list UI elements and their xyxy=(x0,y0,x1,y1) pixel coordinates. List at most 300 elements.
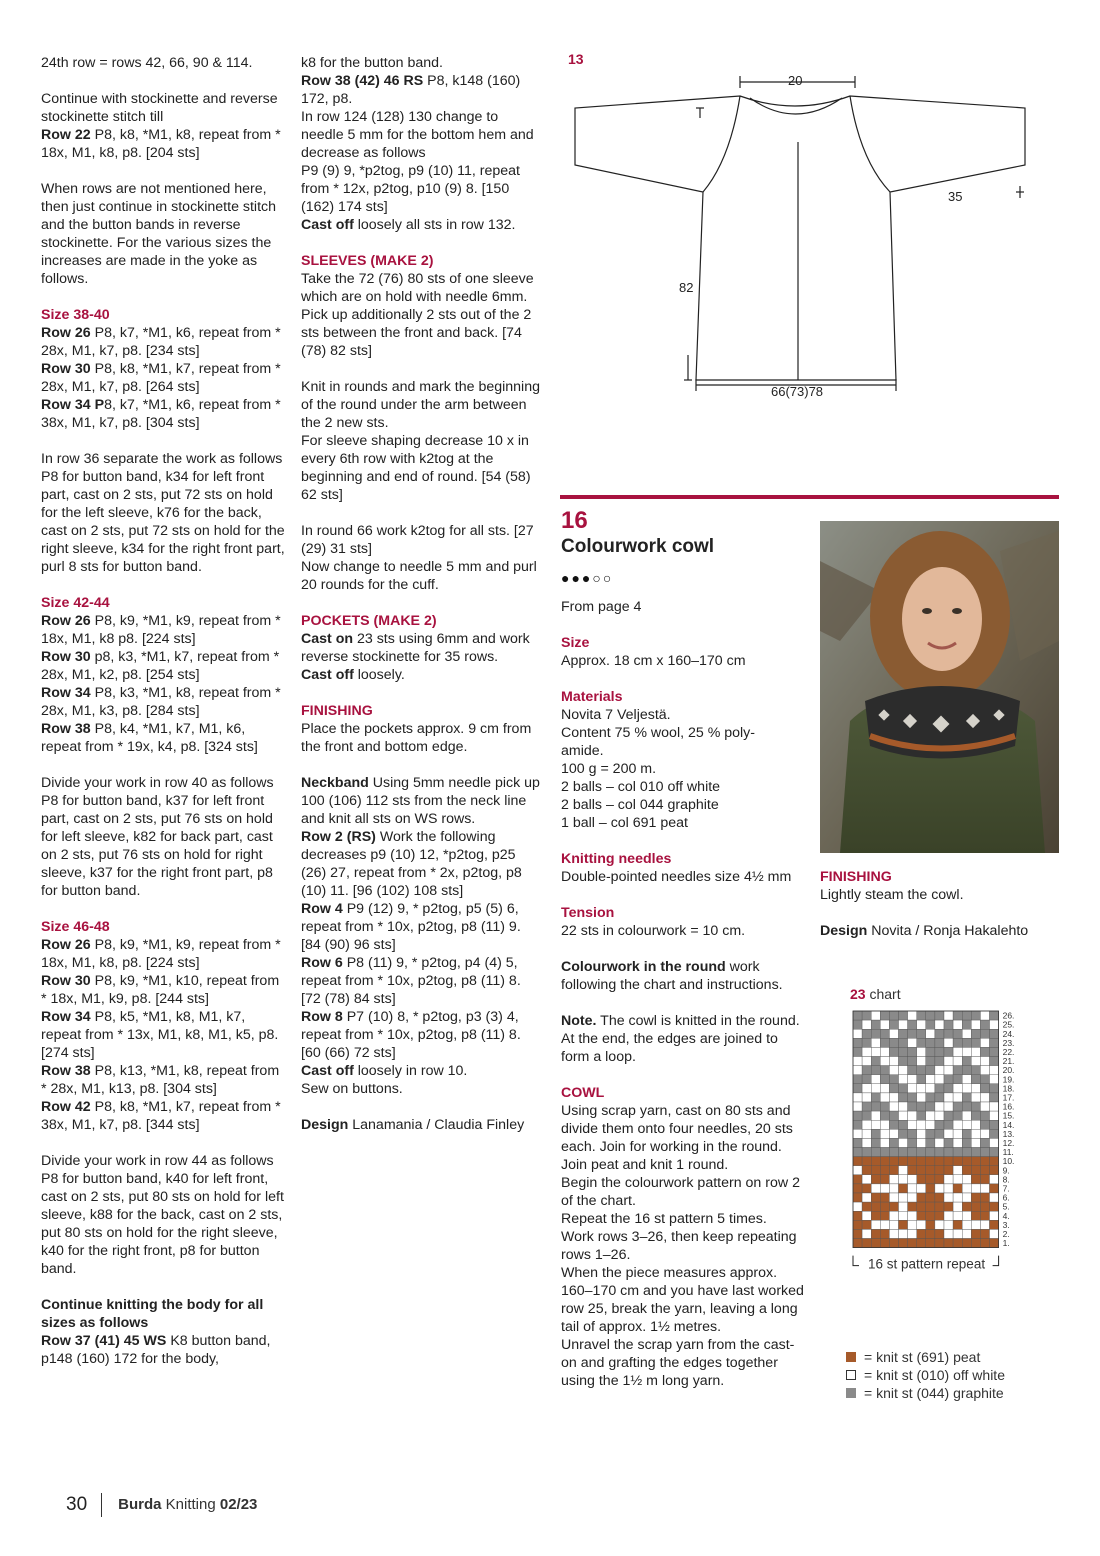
chart-cell xyxy=(990,1120,999,1129)
chart-cell xyxy=(871,1166,880,1175)
chart-cell xyxy=(871,1047,880,1056)
pattern-title: Colourwork cowl xyxy=(561,536,715,557)
chart-cell xyxy=(953,1193,962,1202)
chart-cell xyxy=(899,1084,908,1093)
chart-cell xyxy=(917,1111,926,1120)
chart-cell xyxy=(935,1047,944,1056)
chart-cell xyxy=(926,1029,935,1038)
chart-cell xyxy=(980,1029,989,1038)
chart-cell xyxy=(953,1066,962,1075)
chart-cell xyxy=(990,1175,999,1184)
chart-cell xyxy=(980,1166,989,1175)
chart-cell xyxy=(853,1093,862,1102)
chart-cell xyxy=(944,1157,953,1166)
chart-cell xyxy=(862,1166,871,1175)
chart-cell xyxy=(962,1184,971,1193)
size-46-48-section: Size 46-48 Row 26 P8, k9, *M1, k9, repeat from * 18x, M1, k8, p8. [224 sts] Row 30 P8, k9, *M1, k10, repeat from * 18x, M1, k9, p8. [244 sts] Row 34 P8, k5, *M1, k8, M1, k7, repeat from * 13x, M1, k8, M1, k5, p8. [274 sts] Row 38 P8, k13, *M1, k8, repeat from * 28x, M1, k13, p8. [304 sts] Row 42 P8, k8, *M1, k7, repeat from * 38x, M1, k7, p8. [344 sts] xyxy=(41,918,286,1134)
chart-cell xyxy=(990,1220,999,1229)
paragraph: Divide your work in row 44 as follows P8 for button band, k40 for left front, cast on 2 sts, put 80 sts on hold for left sleeve, k88 for the back, cast on 2 sts, put 80 sts on hold for the right sleeve, k40 for the right front, p8 for button band. xyxy=(41,1153,284,1277)
chart-cell xyxy=(935,1084,944,1093)
chart-row-label: 3. xyxy=(1002,1219,1010,1230)
chart-cell xyxy=(899,1120,908,1129)
chart-cell xyxy=(889,1102,898,1111)
chart-cell xyxy=(899,1184,908,1193)
chart-cell xyxy=(853,1075,862,1084)
chart-cell xyxy=(971,1084,980,1093)
chart-cell xyxy=(862,1239,871,1248)
chart-cell xyxy=(862,1202,871,1211)
legend-item: = knit st (044) graphite xyxy=(846,1384,1005,1402)
chart-cell xyxy=(935,1057,944,1066)
chart-cell xyxy=(935,1038,944,1047)
chart-cell xyxy=(853,1038,862,1047)
chart-cell xyxy=(953,1057,962,1066)
chart-cell xyxy=(980,1211,989,1220)
chart-cell xyxy=(889,1138,898,1147)
chart-cell xyxy=(899,1157,908,1166)
chart-cell xyxy=(980,1038,989,1047)
chart-cell xyxy=(971,1184,980,1193)
chart-cell xyxy=(926,1148,935,1157)
chart-cell xyxy=(880,1066,889,1075)
chart-cell xyxy=(908,1229,917,1238)
chart-cell xyxy=(899,1011,908,1020)
cowl-section: COWL Using scrap yarn, cast on 80 sts and divide them onto four needles, 20 sts each. Join for working in the round. Join peat and knit 1 round. Begin the colourwork pattern on row 2 of the chart. Repeat the 16 st pattern 5 times. Work rows 3–26, then keep repeating rows 1–26. When the piece measures approx. 160–170 cm and you have last worked row 25, break the yarn, leaving a long tail of approx. 1½ metres. Unravel the scrap yarn from the cast-on and grafting the edges together using the 1½ m long yarn. xyxy=(561,1084,806,1390)
chart-cell xyxy=(953,1029,962,1038)
chart-cell xyxy=(971,1211,980,1220)
chart-cell xyxy=(990,1193,999,1202)
chart-cell xyxy=(908,1193,917,1202)
chart-cell xyxy=(862,1029,871,1038)
chart-cell xyxy=(862,1138,871,1147)
chart-cell xyxy=(908,1211,917,1220)
chart-cell xyxy=(926,1057,935,1066)
chart-cell xyxy=(990,1211,999,1220)
chart-cell xyxy=(871,1066,880,1075)
chart-cell xyxy=(926,1066,935,1075)
chart-cell xyxy=(899,1047,908,1056)
chart-cell xyxy=(871,1202,880,1211)
chart-cell xyxy=(908,1084,917,1093)
chart-cell xyxy=(926,1102,935,1111)
chart-cell xyxy=(971,1166,980,1175)
chart-cell xyxy=(899,1166,908,1175)
chart-cell xyxy=(880,1138,889,1147)
chart-cell xyxy=(926,1111,935,1120)
chart-cell xyxy=(880,1038,889,1047)
section-heading: SLEEVES (MAKE 2) xyxy=(301,253,434,269)
chart-cell xyxy=(917,1047,926,1056)
chart-cell xyxy=(917,1166,926,1175)
chart-cell xyxy=(971,1075,980,1084)
chart-cell xyxy=(990,1084,999,1093)
chart-cell xyxy=(962,1011,971,1020)
chart-cell xyxy=(980,1093,989,1102)
chart-cell xyxy=(853,1011,862,1020)
page-footer xyxy=(66,1493,257,1517)
chart-cell xyxy=(862,1220,871,1229)
chart-cell xyxy=(953,1229,962,1238)
chart-cell xyxy=(962,1220,971,1229)
chart-cell xyxy=(899,1075,908,1084)
chart-cell xyxy=(908,1066,917,1075)
chart-cell xyxy=(953,1011,962,1020)
schematic-label-sleeve: 35 xyxy=(948,189,963,204)
chart-cell xyxy=(889,1120,898,1129)
chart-row-label: 11. xyxy=(1002,1147,1014,1158)
chart-cell xyxy=(862,1157,871,1166)
chart-cell xyxy=(853,1102,862,1111)
chart-cell xyxy=(862,1047,871,1056)
chart-cell xyxy=(908,1047,917,1056)
chart-cell xyxy=(944,1020,953,1029)
chart-cell xyxy=(935,1184,944,1193)
chart-cell xyxy=(889,1047,898,1056)
chart-cell xyxy=(990,1138,999,1147)
chart-cell xyxy=(899,1020,908,1029)
chart-cell xyxy=(871,1211,880,1220)
chart-cell xyxy=(971,1038,980,1047)
chart-cell xyxy=(935,1157,944,1166)
chart-cell xyxy=(889,1057,898,1066)
chart-cell xyxy=(908,1138,917,1147)
chart-cell xyxy=(899,1066,908,1075)
chart-row-label: 25. xyxy=(1002,1019,1015,1030)
chart-cell xyxy=(980,1193,989,1202)
chart-cell xyxy=(880,1166,889,1175)
chart-cell xyxy=(880,1084,889,1093)
chart-cell xyxy=(962,1020,971,1029)
chart-cell xyxy=(962,1029,971,1038)
chart-cell xyxy=(908,1220,917,1229)
chart-cell xyxy=(889,1202,898,1211)
chart-grid xyxy=(850,1009,1050,1305)
schematic-label-height: 82 xyxy=(679,280,694,295)
chart-cell xyxy=(899,1093,908,1102)
chart-cell xyxy=(880,1175,889,1184)
chart-row-label: 4. xyxy=(1002,1210,1010,1221)
chart-cell xyxy=(899,1138,908,1147)
legend-item: = knit st (691) peat xyxy=(846,1348,1005,1366)
chart-row-label: 20. xyxy=(1002,1065,1015,1076)
chart-cell xyxy=(871,1129,880,1138)
chart-cell xyxy=(962,1148,971,1157)
chart-cell xyxy=(935,1102,944,1111)
chart-row-label: 9. xyxy=(1002,1165,1010,1176)
chart-cell xyxy=(899,1102,908,1111)
chart-cell xyxy=(944,1202,953,1211)
swatch-off-white xyxy=(846,1370,856,1380)
chart-cell xyxy=(953,1166,962,1175)
section-divider xyxy=(560,495,1059,499)
chart-cell xyxy=(935,1066,944,1075)
chart-cell xyxy=(917,1066,926,1075)
chart-cell xyxy=(908,1093,917,1102)
chart-cell xyxy=(971,1111,980,1120)
chart-cell xyxy=(871,1175,880,1184)
chart-cell xyxy=(880,1202,889,1211)
chart-cell xyxy=(899,1029,908,1038)
chart-cell xyxy=(980,1220,989,1229)
column-2 xyxy=(301,54,543,1134)
chart-cell xyxy=(880,1111,889,1120)
chart-cell xyxy=(880,1229,889,1238)
chart-cell xyxy=(908,1011,917,1020)
chart-cell xyxy=(908,1157,917,1166)
chart-cell xyxy=(962,1239,971,1248)
chart-cell xyxy=(935,1229,944,1238)
chart-cell xyxy=(889,1220,898,1229)
chart-cell xyxy=(990,1111,999,1120)
section-heading: Size 38-40 xyxy=(41,307,110,323)
chart-cell xyxy=(926,1239,935,1248)
chart-cell xyxy=(889,1157,898,1166)
chart-cell xyxy=(862,1211,871,1220)
chart-row-label: 13. xyxy=(1002,1128,1015,1139)
chart-cell xyxy=(944,1029,953,1038)
chart-cell xyxy=(980,1148,989,1157)
chart-cell xyxy=(853,1229,862,1238)
chart-cell xyxy=(971,1102,980,1111)
chart-cell xyxy=(990,1148,999,1157)
chart-cell xyxy=(980,1138,989,1147)
chart-cell xyxy=(990,1166,999,1175)
chart-cell xyxy=(926,1020,935,1029)
chart-cell xyxy=(935,1129,944,1138)
page-number: 30 xyxy=(66,1494,88,1515)
schematic-raglan-left xyxy=(703,96,740,192)
chart-cell xyxy=(862,1066,871,1075)
chart-cell xyxy=(880,1011,889,1020)
chart-cell xyxy=(862,1057,871,1066)
size-38-40-section: Size 38-40 Row 26 P8, k7, *M1, k6, repeat from * 28x, M1, k7, p8. [234 sts] Row 30 P8, k8, *M1, k7, repeat from * 28x, M1, k7, p8. [264 sts] Row 34 P8, k7, *M1, k6, repeat from * 38x, M1, k7, p8. [304 sts] xyxy=(41,306,286,432)
chart-cell xyxy=(926,1211,935,1220)
chart-row-label: 10. xyxy=(1002,1156,1015,1167)
paragraph: In round 66 work k2tog for all sts. [27 (29) 31 sts] Now change to needle 5 mm and purl 20 rounds for the cuff. xyxy=(301,523,537,593)
chart-cell xyxy=(853,1120,862,1129)
chart-cell xyxy=(926,1120,935,1129)
chart-cell xyxy=(971,1202,980,1211)
finishing-section: FINISHING Place the pockets approx. 9 cm from the front and bottom edge. xyxy=(301,702,543,756)
chart-cell xyxy=(944,1220,953,1229)
chart-cell xyxy=(935,1202,944,1211)
schematic-outline xyxy=(575,96,1025,380)
pattern-number: 16 xyxy=(561,507,588,534)
chart-cell xyxy=(935,1148,944,1157)
column-4 xyxy=(820,868,1060,940)
legend-item: = knit st (010) off white xyxy=(846,1366,1005,1384)
chart-cell xyxy=(862,1020,871,1029)
chart-cell xyxy=(889,1184,898,1193)
chart-cell xyxy=(971,1157,980,1166)
chart-cell xyxy=(862,1102,871,1111)
chart-cell xyxy=(880,1129,889,1138)
paragraph: Continue with stockinette and reverse stockinette stitch till Row 22 P8, k8, *M1, k8, repeat from * 18x, M1, k8, p8. [204 sts] xyxy=(41,91,281,161)
chart-cell xyxy=(880,1047,889,1056)
chart-cell xyxy=(944,1193,953,1202)
chart-cell xyxy=(853,1148,862,1157)
chart-cell xyxy=(862,1084,871,1093)
chart-cell xyxy=(871,1138,880,1147)
chart-cell xyxy=(853,1029,862,1038)
cowl-photo xyxy=(820,521,1059,853)
chart-cell xyxy=(880,1029,889,1038)
schematic-raglan-right xyxy=(850,96,890,192)
chart-cell xyxy=(917,1229,926,1238)
chart-cell xyxy=(926,1084,935,1093)
chart-cell xyxy=(980,1229,989,1238)
section-heading: POCKETS (MAKE 2) xyxy=(301,613,437,629)
chart-cell xyxy=(862,1093,871,1102)
chart-cell xyxy=(862,1193,871,1202)
chart-cell xyxy=(917,1202,926,1211)
chart-cell xyxy=(935,1020,944,1029)
chart-cell xyxy=(953,1047,962,1056)
colourwork-chart xyxy=(850,985,1050,1305)
chart-cell xyxy=(971,1020,980,1029)
chart-cell xyxy=(853,1047,862,1056)
chart-cell xyxy=(871,1057,880,1066)
chart-cell xyxy=(944,1184,953,1193)
chart-cell xyxy=(980,1184,989,1193)
chart-cell xyxy=(980,1084,989,1093)
chart-row-label: 8. xyxy=(1002,1174,1010,1185)
chart-cell xyxy=(871,1038,880,1047)
chart-cell xyxy=(953,1020,962,1029)
chart-cell xyxy=(971,1193,980,1202)
chart-row-label: 16. xyxy=(1002,1101,1015,1112)
chart-cell xyxy=(944,1148,953,1157)
chart-cell xyxy=(880,1075,889,1084)
chart-cell xyxy=(980,1047,989,1056)
chart-cell xyxy=(971,1057,980,1066)
chart-cell xyxy=(862,1111,871,1120)
schematic-label-width: 66(73)78 xyxy=(771,384,824,399)
size-42-44-section: Size 42-44 Row 26 P8, k9, *M1, k9, repeat from * 18x, M1, k8 p8. [224 sts] Row 30 p8, k3, *M1, k7, repeat from * 28x, M1, k2, p8. [254 sts] Row 34 P8, k3, *M1, k8, repeat from * 28x, M1, k3, p8. [284 sts] Row 38 P8, k4, *M1, k7, M1, k6, repeat from * 19x, k4, p8. [324 sts] xyxy=(41,594,286,756)
chart-cell xyxy=(889,1111,898,1120)
chart-cell xyxy=(908,1102,917,1111)
chart-cell xyxy=(899,1239,908,1248)
chart-cell xyxy=(962,1047,971,1056)
chart-cell xyxy=(908,1075,917,1084)
chart-cell xyxy=(926,1011,935,1020)
section-heading: Materials xyxy=(561,689,623,705)
chart-cell xyxy=(889,1093,898,1102)
chart-cell xyxy=(962,1111,971,1120)
chart-cell xyxy=(908,1020,917,1029)
chart-cell xyxy=(990,1066,999,1075)
chart-cell xyxy=(917,1084,926,1093)
chart-cell xyxy=(990,1047,999,1056)
chart-cell xyxy=(953,1148,962,1157)
section-heading: Size 46-48 xyxy=(41,919,110,935)
chart-cell xyxy=(908,1148,917,1157)
chart-cell xyxy=(953,1220,962,1229)
chart-cell xyxy=(980,1175,989,1184)
size-section: Size Approx. 18 cm x 160–170 cm xyxy=(561,634,806,670)
chart-row-label: 14. xyxy=(1002,1119,1015,1130)
chart-cell xyxy=(880,1120,889,1129)
chart-cell xyxy=(862,1120,871,1129)
chart-cell xyxy=(853,1057,862,1066)
chart-cell xyxy=(990,1075,999,1084)
chart-cell xyxy=(953,1157,962,1166)
chart-cell xyxy=(862,1148,871,1157)
chart-cell xyxy=(935,1211,944,1220)
chart-row-label: 24. xyxy=(1002,1028,1015,1039)
paragraph: In row 36 separate the work as follows P8 for button band, k34 for left front part, cast on 2 sts, put 72 sts on hold for the left sleeve, k76 for the back, cast on 2 sts, put 72 sts on hold for the right sleeve, k34 for the right front part, purl 8 sts for button band. xyxy=(41,451,285,575)
chart-cell xyxy=(853,1202,862,1211)
chart-cell xyxy=(944,1084,953,1093)
paragraph: When rows are not mentioned here, then just continue in stockinette stitch and the button bands in reverse stockinette. For the various sizes the increases are made in the yoke as follows. xyxy=(41,181,277,287)
chart-cell xyxy=(962,1057,971,1066)
chart-row-label: 26. xyxy=(1002,1010,1015,1021)
chart-cell xyxy=(971,1229,980,1238)
chart-cell xyxy=(917,1029,926,1038)
chart-cell xyxy=(926,1229,935,1238)
chart-cell xyxy=(853,1157,862,1166)
chart-cell xyxy=(962,1175,971,1184)
chart-cell xyxy=(990,1038,999,1047)
chart-cell xyxy=(980,1075,989,1084)
chart-row-label: 12. xyxy=(1002,1138,1015,1148)
chart-cell xyxy=(962,1120,971,1129)
chart-cell xyxy=(953,1239,962,1248)
chart-cell xyxy=(871,1075,880,1084)
chart-cell xyxy=(990,1011,999,1020)
chart-cell xyxy=(935,1166,944,1175)
chart-cell xyxy=(871,1020,880,1029)
chart-cell xyxy=(880,1239,889,1248)
section-heading: Size 42-44 xyxy=(41,595,110,611)
chart-cell xyxy=(908,1175,917,1184)
chart-cell xyxy=(871,1120,880,1129)
chart-cell xyxy=(853,1111,862,1120)
chart-cell xyxy=(899,1193,908,1202)
chart-row-label: 23. xyxy=(1002,1037,1015,1048)
chart-cell xyxy=(880,1148,889,1157)
chart-cell xyxy=(971,1239,980,1248)
chart-cell xyxy=(871,1093,880,1102)
chart-cell xyxy=(880,1020,889,1029)
tension-section: Tension 22 sts in colourwork = 10 cm. xyxy=(561,904,806,940)
chart-cell xyxy=(853,1138,862,1147)
chart-cell xyxy=(944,1057,953,1066)
chart-cell xyxy=(944,1093,953,1102)
chart-row-label: 19. xyxy=(1002,1074,1015,1085)
chart-cell xyxy=(953,1138,962,1147)
section-heading: Size xyxy=(561,635,590,651)
chart-cell xyxy=(889,1166,898,1175)
chart-cell xyxy=(880,1220,889,1229)
chart-cell xyxy=(853,1084,862,1093)
chart-cell xyxy=(926,1093,935,1102)
section-heading: FINISHING xyxy=(820,869,892,885)
chart-cell xyxy=(871,1184,880,1193)
chart-cell xyxy=(953,1202,962,1211)
chart-cell xyxy=(889,1066,898,1075)
chart-cell xyxy=(935,1075,944,1084)
chart-cell xyxy=(917,1057,926,1066)
chart-cell xyxy=(889,1029,898,1038)
chart-cell xyxy=(971,1120,980,1129)
chart-cell xyxy=(880,1184,889,1193)
chart-cell xyxy=(990,1029,999,1038)
chart-cell xyxy=(889,1020,898,1029)
chart-cell xyxy=(880,1057,889,1066)
chart-cell xyxy=(926,1202,935,1211)
chart-legend xyxy=(846,1348,1005,1402)
